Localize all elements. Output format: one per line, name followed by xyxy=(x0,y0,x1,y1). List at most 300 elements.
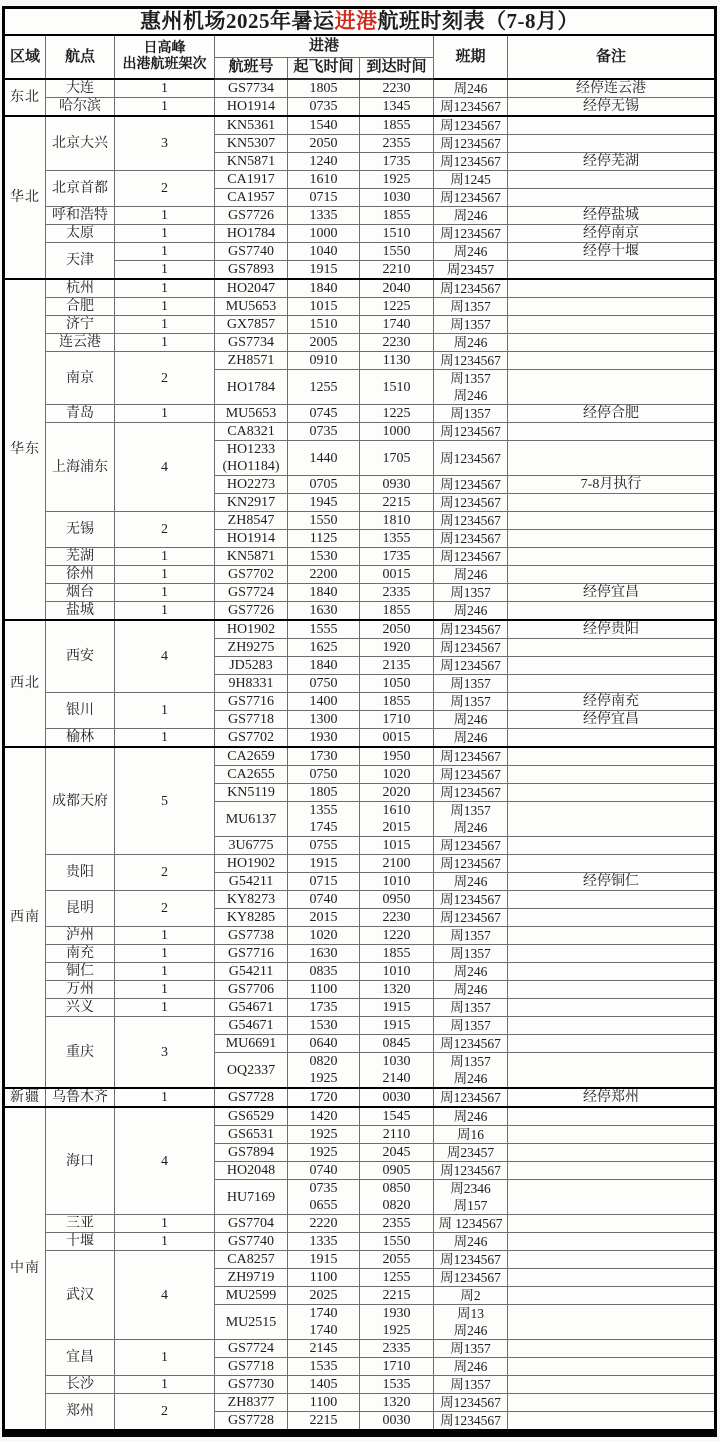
remark-cell xyxy=(508,855,716,873)
peak-flights-cell: 2 xyxy=(115,855,215,891)
flight-row xyxy=(4,171,716,189)
peak-flights-cell: 1 xyxy=(115,316,215,334)
remark-cell xyxy=(508,963,716,981)
flight-row xyxy=(4,352,716,370)
days-cell: 周1357 周246 xyxy=(434,1053,508,1089)
arr-time-cell: 2215 xyxy=(360,1287,434,1305)
arr-time-cell: 0015 xyxy=(360,566,434,584)
arr-time-cell: 1930 1925 xyxy=(360,1305,434,1340)
dep-time-cell: 0750 xyxy=(288,675,360,693)
days-cell: 周246 xyxy=(434,963,508,981)
city-cell: 南京 xyxy=(46,352,115,405)
remark-cell xyxy=(508,891,716,909)
remark-cell xyxy=(508,316,716,334)
page-title xyxy=(4,8,716,36)
days-cell: 周246 xyxy=(434,334,508,352)
city-cell: 三亚 xyxy=(46,1215,115,1233)
peak-flights-cell: 4 xyxy=(115,620,215,693)
flight-no-cell: MU5653 xyxy=(215,405,288,423)
remark-cell xyxy=(508,334,716,352)
days-cell: 周1357 周246 xyxy=(434,802,508,837)
dep-time-cell: 2025 xyxy=(288,1287,360,1305)
days-cell: 周246 xyxy=(434,207,508,225)
remark-cell xyxy=(508,1233,716,1251)
flight-no-cell: GS7894 xyxy=(215,1144,288,1162)
flight-no-cell: KN5871 xyxy=(215,153,288,171)
flight-no-cell: CA1957 xyxy=(215,189,288,207)
days-cell: 周1234567 xyxy=(434,1035,508,1053)
days-cell: 周1357 xyxy=(434,1376,508,1394)
dep-time-cell: 1530 xyxy=(288,548,360,566)
arr-time-cell: 1810 xyxy=(360,512,434,530)
city-cell: 西安 xyxy=(46,620,115,693)
flight-row xyxy=(4,1251,716,1269)
remark-cell xyxy=(508,1412,716,1434)
peak-flights-cell: 1 xyxy=(115,927,215,945)
remark-cell xyxy=(508,1358,716,1376)
arr-time-cell: 1550 xyxy=(360,1233,434,1251)
peak-flights-cell: 1 xyxy=(115,1233,215,1251)
peak-flights-cell: 1 xyxy=(115,566,215,584)
dep-time-cell: 1630 xyxy=(288,945,360,963)
col-header-days: 班期 xyxy=(434,35,508,79)
days-cell: 周1357 xyxy=(434,1340,508,1358)
city-cell: 海口 xyxy=(46,1107,115,1215)
days-cell: 周1234567 xyxy=(434,548,508,566)
days-cell: 周1234567 xyxy=(434,476,508,494)
peak-flights-cell: 1 xyxy=(115,1340,215,1376)
region-cell: 东北 xyxy=(4,79,46,116)
remark-cell: 经停铜仁 xyxy=(508,873,716,891)
flight-no-cell: G54211 xyxy=(215,873,288,891)
remark-cell xyxy=(508,116,716,135)
col-header-peak-line1: 日高峰 xyxy=(143,41,186,56)
arr-time-cell: 2045 xyxy=(360,1144,434,1162)
days-cell: 周246 xyxy=(434,1233,508,1251)
header-row-1 xyxy=(4,35,716,57)
peak-flights-cell: 1 xyxy=(115,298,215,316)
remark-cell xyxy=(508,530,716,548)
flight-row xyxy=(4,620,716,639)
remark-cell xyxy=(508,1107,716,1126)
flight-no-cell: HO1914 xyxy=(215,98,288,117)
dep-time-cell: 0740 xyxy=(288,1162,360,1180)
remark-cell xyxy=(508,441,716,476)
arr-time-cell: 2135 xyxy=(360,657,434,675)
flight-no-cell: GS7702 xyxy=(215,729,288,748)
city-cell: 太原 xyxy=(46,225,115,243)
city-cell: 贵阳 xyxy=(46,855,115,891)
flight-no-cell: HO1784 xyxy=(215,370,288,405)
peak-flights-cell: 1 xyxy=(115,602,215,621)
flight-row xyxy=(4,1017,716,1035)
days-cell: 周1245 xyxy=(434,171,508,189)
peak-flights-cell: 1 xyxy=(115,999,215,1017)
remark-cell xyxy=(508,1215,716,1233)
remark-cell xyxy=(508,675,716,693)
dep-time-cell: 0735 0655 xyxy=(288,1180,360,1215)
days-cell: 周1234567 xyxy=(434,494,508,512)
days-cell: 周1234567 xyxy=(434,657,508,675)
flight-no-cell: 9H8331 xyxy=(215,675,288,693)
days-cell: 周1234567 xyxy=(434,784,508,802)
days-cell: 周2 xyxy=(434,1287,508,1305)
peak-flights-cell: 1 xyxy=(115,405,215,423)
flight-no-cell: HO1784 xyxy=(215,225,288,243)
days-cell: 周1234567 xyxy=(434,747,508,766)
remark-cell xyxy=(508,566,716,584)
flight-row xyxy=(4,1107,716,1126)
flight-row xyxy=(4,423,716,441)
dep-time-cell: 1400 xyxy=(288,693,360,711)
dep-time-cell: 0640 xyxy=(288,1035,360,1053)
flight-row xyxy=(4,512,716,530)
remark-cell xyxy=(508,602,716,621)
remark-cell xyxy=(508,352,716,370)
arr-time-cell: 1950 xyxy=(360,747,434,766)
days-cell: 周1357 周246 xyxy=(434,370,508,405)
remark-cell xyxy=(508,279,716,298)
arr-time-cell: 1855 xyxy=(360,207,434,225)
city-cell: 十堰 xyxy=(46,1233,115,1251)
flight-row xyxy=(4,566,716,584)
dep-time-cell: 1015 xyxy=(288,298,360,316)
arr-time-cell: 2210 xyxy=(360,261,434,280)
flight-no-cell: G54671 xyxy=(215,999,288,1017)
flight-no-cell: ZH8377 xyxy=(215,1394,288,1412)
dep-time-cell: 0820 1925 xyxy=(288,1053,360,1089)
city-cell: 榆林 xyxy=(46,729,115,748)
flight-no-cell: OQ2337 xyxy=(215,1053,288,1089)
remark-cell xyxy=(508,298,716,316)
remark-cell xyxy=(508,837,716,855)
flight-no-cell: KY8285 xyxy=(215,909,288,927)
arr-time-cell: 2100 xyxy=(360,855,434,873)
remark-cell: 经停盐城 xyxy=(508,207,716,225)
flight-no-cell: KN2917 xyxy=(215,494,288,512)
days-cell: 周1234567 xyxy=(434,153,508,171)
flight-row xyxy=(4,316,716,334)
arr-time-cell: 1710 xyxy=(360,711,434,729)
dep-time-cell: 1915 xyxy=(288,1251,360,1269)
remark-cell xyxy=(508,1126,716,1144)
remark-cell xyxy=(508,171,716,189)
dep-time-cell: 1020 xyxy=(288,927,360,945)
remark-cell: 经停贵阳 xyxy=(508,620,716,639)
days-cell: 周1234567 xyxy=(434,837,508,855)
days-cell: 周1234567 xyxy=(434,423,508,441)
arr-time-cell: 2050 xyxy=(360,620,434,639)
arr-time-cell: 1010 xyxy=(360,873,434,891)
arr-time-cell: 1345 xyxy=(360,98,434,117)
flight-no-cell: GS7734 xyxy=(215,79,288,98)
dep-time-cell: 1240 xyxy=(288,153,360,171)
flight-no-cell: ZH9719 xyxy=(215,1269,288,1287)
flight-no-cell: GS7716 xyxy=(215,945,288,963)
remark-cell xyxy=(508,1180,716,1215)
city-cell: 万州 xyxy=(46,981,115,999)
dep-time-cell: 1630 xyxy=(288,602,360,621)
flight-no-cell: GS7893 xyxy=(215,261,288,280)
title-highlight: 进港 xyxy=(334,9,378,33)
dep-time-cell: 1100 xyxy=(288,981,360,999)
flight-no-cell: HO2047 xyxy=(215,279,288,298)
city-cell: 上海浦东 xyxy=(46,423,115,512)
city-cell: 无锡 xyxy=(46,512,115,548)
flight-row xyxy=(4,1215,716,1233)
arr-time-cell: 1000 xyxy=(360,423,434,441)
flight-no-cell: MU6137 xyxy=(215,802,288,837)
days-cell: 周246 xyxy=(434,711,508,729)
city-cell: 昆明 xyxy=(46,891,115,927)
days-cell: 周1234567 xyxy=(434,909,508,927)
arr-time-cell: 1550 xyxy=(360,243,434,261)
arr-time-cell: 1920 xyxy=(360,639,434,657)
days-cell: 周1234567 xyxy=(434,98,508,117)
city-cell: 哈尔滨 xyxy=(46,98,115,117)
region-cell: 新疆 xyxy=(4,1088,46,1107)
arr-time-cell: 2335 xyxy=(360,1340,434,1358)
arr-time-cell: 1255 xyxy=(360,1269,434,1287)
dep-time-cell: 1335 xyxy=(288,1233,360,1251)
flight-row xyxy=(4,548,716,566)
days-cell: 周1357 xyxy=(434,945,508,963)
remark-cell: 经停宜昌 xyxy=(508,584,716,602)
flight-no-cell: HO2048 xyxy=(215,1162,288,1180)
flight-row xyxy=(4,981,716,999)
city-cell: 泸州 xyxy=(46,927,115,945)
arr-time-cell: 1855 xyxy=(360,116,434,135)
flight-no-cell: GS7724 xyxy=(215,584,288,602)
flight-row xyxy=(4,298,716,316)
dep-time-cell: 1510 xyxy=(288,316,360,334)
flight-row xyxy=(4,334,716,352)
col-header-peak-line2: 出港航班架次 xyxy=(122,57,207,72)
dep-time-cell: 1405 xyxy=(288,1376,360,1394)
city-cell: 大连 xyxy=(46,79,115,98)
city-cell: 呼和浩特 xyxy=(46,207,115,225)
days-cell: 周1234567 xyxy=(434,352,508,370)
col-header-flight-no: 航班号 xyxy=(215,57,288,79)
remark-cell xyxy=(508,1394,716,1412)
remark-cell xyxy=(508,1144,716,1162)
flight-no-cell: CA1917 xyxy=(215,171,288,189)
arr-time-cell: 1855 xyxy=(360,693,434,711)
arr-time-cell: 0030 xyxy=(360,1412,434,1434)
arr-time-cell: 1735 xyxy=(360,548,434,566)
peak-flights-cell: 4 xyxy=(115,1107,215,1215)
arr-time-cell: 2020 xyxy=(360,784,434,802)
days-cell: 周246 xyxy=(434,1358,508,1376)
dep-time-cell: 1915 xyxy=(288,261,360,280)
dep-time-cell: 1735 xyxy=(288,999,360,1017)
flight-row xyxy=(4,945,716,963)
days-cell: 周1234567 xyxy=(434,766,508,784)
peak-flights-cell: 1 xyxy=(115,693,215,729)
remark-cell xyxy=(508,1269,716,1287)
dep-time-cell: 1530 xyxy=(288,1017,360,1035)
remark-cell xyxy=(508,1035,716,1053)
col-header-region: 区域 xyxy=(4,35,46,79)
dep-time-cell: 1335 xyxy=(288,207,360,225)
flight-no-cell: MU6691 xyxy=(215,1035,288,1053)
city-cell: 郑州 xyxy=(46,1394,115,1434)
days-cell: 周1234567 xyxy=(434,189,508,207)
arr-time-cell: 1610 2015 xyxy=(360,802,434,837)
peak-flights-cell: 1 xyxy=(115,584,215,602)
dep-time-cell: 1555 xyxy=(288,620,360,639)
flight-no-cell: GS6529 xyxy=(215,1107,288,1126)
dep-time-cell: 1625 xyxy=(288,639,360,657)
dep-time-cell: 2215 xyxy=(288,1412,360,1434)
remark-cell xyxy=(508,639,716,657)
arr-time-cell: 1735 xyxy=(360,153,434,171)
arr-time-cell: 2230 xyxy=(360,334,434,352)
flight-row xyxy=(4,855,716,873)
days-cell: 周1234567 xyxy=(434,639,508,657)
remark-cell: 经停南充 xyxy=(508,693,716,711)
remark-cell xyxy=(508,766,716,784)
city-cell: 银川 xyxy=(46,693,115,729)
flight-no-cell: G54211 xyxy=(215,963,288,981)
dep-time-cell: 1925 xyxy=(288,1126,360,1144)
remark-cell xyxy=(508,657,716,675)
flight-no-cell: KN5119 xyxy=(215,784,288,802)
dep-time-cell: 1000 xyxy=(288,225,360,243)
dep-time-cell: 2050 xyxy=(288,135,360,153)
dep-time-cell: 0745 xyxy=(288,405,360,423)
dep-time-cell: 0910 xyxy=(288,352,360,370)
peak-flights-cell: 1 xyxy=(115,548,215,566)
remark-cell xyxy=(508,999,716,1017)
peak-flights-cell: 1 xyxy=(115,963,215,981)
dep-time-cell: 0705 xyxy=(288,476,360,494)
flight-no-cell: GS7728 xyxy=(215,1412,288,1434)
dep-time-cell: 1740 1740 xyxy=(288,1305,360,1340)
city-cell: 成都天府 xyxy=(46,747,115,855)
remark-cell xyxy=(508,1017,716,1035)
arr-time-cell: 1510 xyxy=(360,225,434,243)
flight-no-cell: GS7724 xyxy=(215,1340,288,1358)
city-cell: 北京首都 xyxy=(46,171,115,207)
remark-cell xyxy=(508,1287,716,1305)
flight-row xyxy=(4,1394,716,1412)
peak-flights-cell: 2 xyxy=(115,352,215,405)
arr-time-cell: 1510 xyxy=(360,370,434,405)
remark-cell xyxy=(508,1305,716,1340)
arr-time-cell: 1015 xyxy=(360,837,434,855)
remark-cell: 经停芜湖 xyxy=(508,153,716,171)
flight-row xyxy=(4,747,716,766)
arr-time-cell: 2335 xyxy=(360,584,434,602)
flight-no-cell: HO1914 xyxy=(215,530,288,548)
dep-time-cell: 1930 xyxy=(288,729,360,748)
days-cell: 周246 xyxy=(434,729,508,748)
dep-time-cell: 2145 xyxy=(288,1340,360,1358)
dep-time-cell: 1040 xyxy=(288,243,360,261)
city-cell: 济宁 xyxy=(46,316,115,334)
dep-time-cell: 0835 xyxy=(288,963,360,981)
dep-time-cell: 1925 xyxy=(288,1144,360,1162)
dep-time-cell: 1730 xyxy=(288,747,360,766)
days-cell: 周13 周246 xyxy=(434,1305,508,1340)
city-cell: 南充 xyxy=(46,945,115,963)
arr-time-cell: 1740 xyxy=(360,316,434,334)
remark-cell: 7-8月执行 xyxy=(508,476,716,494)
flight-row xyxy=(4,693,716,711)
flight-no-cell: ZH8571 xyxy=(215,352,288,370)
flight-row xyxy=(4,602,716,621)
flight-no-cell: KN5361 xyxy=(215,116,288,135)
days-cell: 周1234567 xyxy=(434,1162,508,1180)
days-cell: 周1234567 xyxy=(434,135,508,153)
arr-time-cell: 0930 xyxy=(360,476,434,494)
flight-no-cell: 3U6775 xyxy=(215,837,288,855)
arr-time-cell: 1030 xyxy=(360,189,434,207)
remark-cell xyxy=(508,927,716,945)
arr-time-cell: 1030 2140 xyxy=(360,1053,434,1089)
arr-time-cell: 0905 xyxy=(360,1162,434,1180)
dep-time-cell: 1550 xyxy=(288,512,360,530)
col-header-inbound: 进港 xyxy=(215,35,434,57)
arr-time-cell: 0850 0820 xyxy=(360,1180,434,1215)
remark-cell: 经停郑州 xyxy=(508,1088,716,1107)
flight-no-cell: CA8257 xyxy=(215,1251,288,1269)
flight-no-cell: CA2655 xyxy=(215,766,288,784)
title-prefix: 惠州机场2025年暑运 xyxy=(140,9,335,33)
arr-time-cell: 1020 xyxy=(360,766,434,784)
peak-flights-cell: 1 xyxy=(115,1088,215,1107)
days-cell: 周1234567 xyxy=(434,530,508,548)
arr-time-cell: 2055 xyxy=(360,1251,434,1269)
peak-flights-cell: 1 xyxy=(115,98,215,117)
city-cell: 盐城 xyxy=(46,602,115,621)
arr-time-cell: 1050 xyxy=(360,675,434,693)
days-cell: 周1234567 xyxy=(434,1412,508,1434)
col-header-remark: 备注 xyxy=(508,35,716,79)
flight-row xyxy=(4,279,716,298)
city-cell: 烟台 xyxy=(46,584,115,602)
arr-time-cell: 1320 xyxy=(360,981,434,999)
days-cell: 周1234567 xyxy=(434,225,508,243)
dep-time-cell: 0715 xyxy=(288,189,360,207)
dep-time-cell: 1915 xyxy=(288,855,360,873)
arr-time-cell: 1225 xyxy=(360,298,434,316)
dep-time-cell: 1100 xyxy=(288,1269,360,1287)
flight-row xyxy=(4,927,716,945)
city-cell: 北京大兴 xyxy=(46,116,115,171)
dep-time-cell: 1100 xyxy=(288,1394,360,1412)
flight-row xyxy=(4,729,716,748)
flight-no-cell: KN5307 xyxy=(215,135,288,153)
arr-time-cell: 1710 xyxy=(360,1358,434,1376)
dep-time-cell: 1840 xyxy=(288,584,360,602)
flight-no-cell: HO1902 xyxy=(215,855,288,873)
peak-flights-cell: 1 xyxy=(115,261,215,280)
days-cell: 周1234567 xyxy=(434,891,508,909)
dep-time-cell: 0715 xyxy=(288,873,360,891)
days-cell: 周 1234567 xyxy=(434,1215,508,1233)
remark-cell xyxy=(508,189,716,207)
remark-cell: 经停合肥 xyxy=(508,405,716,423)
dep-time-cell: 1125 xyxy=(288,530,360,548)
days-cell: 周1357 xyxy=(434,999,508,1017)
flight-no-cell: MU2599 xyxy=(215,1287,288,1305)
flight-no-cell: JD5283 xyxy=(215,657,288,675)
days-cell: 周1234567 xyxy=(434,1251,508,1269)
remark-cell xyxy=(508,1340,716,1358)
flight-no-cell: ZH8547 xyxy=(215,512,288,530)
